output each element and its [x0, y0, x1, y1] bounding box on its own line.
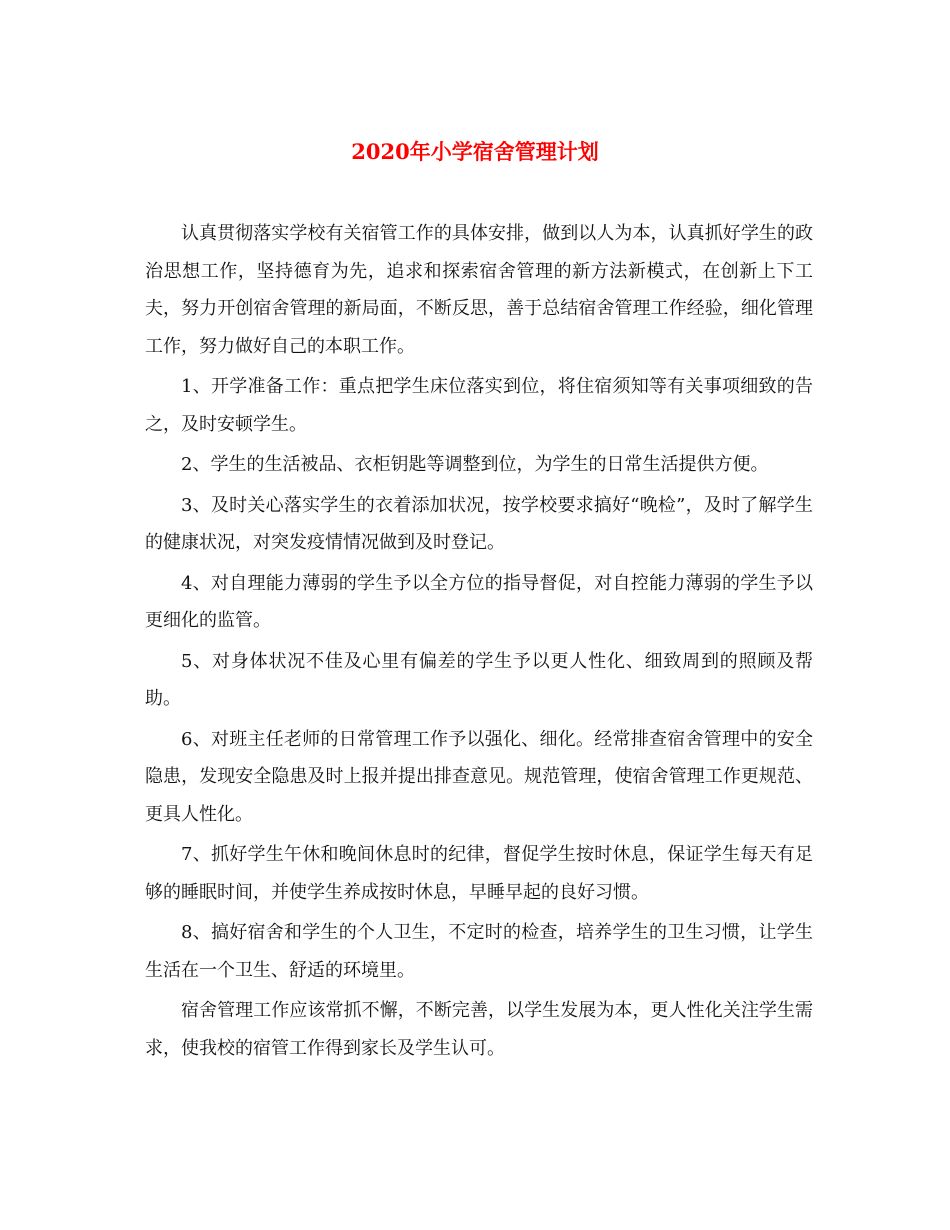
paragraph-item-3: 3、及时关心落实学生的衣着添加状况，按学校要求搞好“晚检”，及时了解学生的健康状况，对突发疫情情况做到及时登记。	[145, 494, 813, 553]
paragraph-item-1: 1、开学准备工作：重点把学生床位落实到位，将住宿须知等有关事项细致的告之，及时安顿学生。	[145, 376, 813, 435]
paragraph-item-2: 2、学生的生活被品、衣柜钥匙等调整到位，为学生的日常生活提供方便。	[181, 454, 769, 475]
paragraph-item-7: 7、抓好学生午休和晚间休息时的纪律，督促学生按时休息，保证学生每天有足够的睡眠时间，并使学生养成按时休息，早睡早起的良好习惯。	[145, 844, 813, 903]
document-title: 2020年小学宿舍管理计划	[351, 139, 599, 164]
paragraph-item-8: 8、搞好宿舍和学生的个人卫生，不定时的检查，培养学生的卫生习惯，让学生生活在一个卫生、舒适的环境里。	[145, 922, 813, 981]
paragraph-item-5: 5、对身体状况不佳及心里有偏差的学生予以更人性化、细致周到的照顾及帮助。	[145, 650, 813, 709]
paragraph-item-6: 6、对班主任老师的日常管理工作予以强化、细化。经常排查宿舍管理中的安全隐患，发现安全隐患及时上报并提出排查意见。规范管理，使宿舍管理工作更规范、更具人性化。	[145, 728, 813, 825]
document-body	[145, 215, 813, 1070]
paragraph-intro: 认真贯彻落实学校有关宿管工作的具体安排，做到以人为本，认真抓好学生的政治思想工作，坚持德育为先，追求和探索宿舍管理的新方法新模式，在创新上下工夫，努力开创宿舍管理的新局面，不断反思，善于总结宿舍管理工作经验，细化管理工作，努力做好自己的本职工作。	[145, 223, 813, 357]
paragraph-conclusion: 宿舍管理工作应该常抓不懈，不断完善，以学生发展为本，更人性化关注学生需求，使我校的宿管工作得到家长及学生认可。	[145, 1000, 813, 1059]
paragraph-item-4: 4、对自理能力薄弱的学生予以全方位的指导督促，对自控能力薄弱的学生予以更细化的监管。	[145, 572, 813, 631]
